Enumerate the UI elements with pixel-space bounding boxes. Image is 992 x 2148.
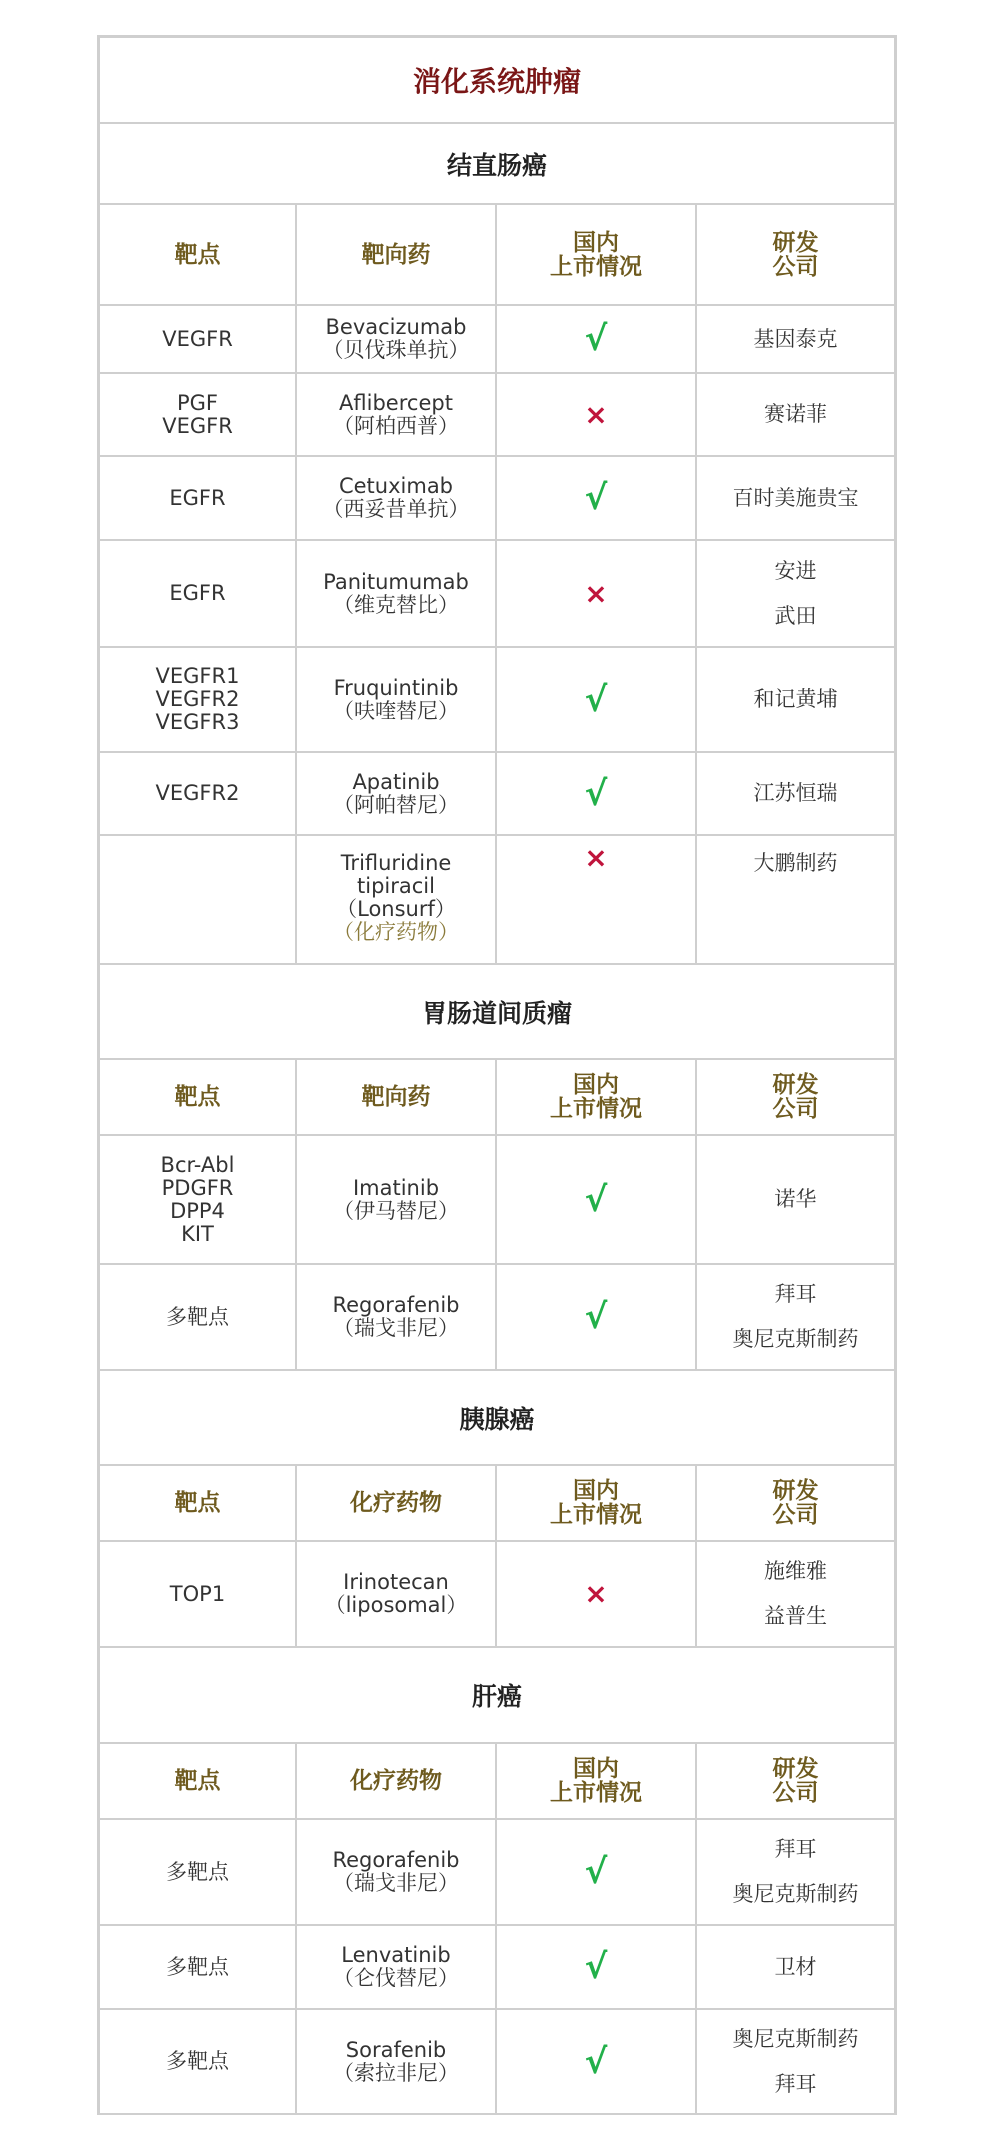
drug-cell [297, 836, 497, 965]
drug-name: Panitumumab [323, 569, 469, 594]
target-cell [97, 1926, 297, 2010]
company-cell [697, 1265, 897, 1371]
drug-name: （瑞戈非尼） [333, 1871, 459, 1895]
drug-name: Regorafenib [332, 1848, 460, 1872]
target-cell [97, 753, 297, 836]
target-text: VEGFR [162, 413, 233, 438]
header-cell [497, 205, 697, 306]
section-title: 结直肠癌 [446, 150, 547, 180]
header-cell [697, 205, 897, 306]
check-icon: √ [584, 2041, 608, 2082]
header-label: 化疗药物 [350, 1768, 442, 1794]
company-cell [697, 836, 897, 965]
target-text: 多靶点 [166, 1954, 229, 1979]
company-cell [697, 1542, 897, 1648]
check-icon: √ [584, 1947, 608, 1987]
header-label: 公司 [772, 1502, 819, 1528]
header-cell [697, 1744, 897, 1820]
header-cell [297, 205, 497, 306]
company-name: 江苏恒瑞 [753, 781, 838, 805]
header-cell [297, 1744, 497, 1820]
table-header-row [97, 1060, 897, 1136]
drug-name: Irinotecan [343, 1570, 449, 1594]
header-label: 研发 [772, 229, 819, 256]
target-text: EGFR [169, 581, 226, 605]
drug-cell [297, 2010, 497, 2115]
company-name: 卫材 [774, 1954, 817, 1979]
header-label: 上市情况 [550, 253, 642, 280]
company-name: 奥尼克斯制药 [732, 1882, 859, 1906]
table-title-row [97, 35, 897, 124]
target-cell [97, 374, 297, 457]
drug-cell [297, 457, 497, 541]
drug-name: Fruquintinib [333, 675, 459, 700]
header-cell [497, 1060, 697, 1136]
drug-cell [297, 1542, 497, 1648]
target-cell [97, 1820, 297, 1926]
drug-name: Aflibercept [339, 390, 453, 415]
status-cell [497, 1265, 697, 1371]
drug-cell [297, 1926, 497, 2010]
status-cell [497, 306, 697, 374]
section-title: 胰腺癌 [459, 1404, 535, 1434]
drug-name: （呋喹替尼） [333, 698, 459, 723]
company-name: 安进 [774, 558, 817, 583]
table-header-row [97, 1744, 897, 1820]
section-title-row [97, 124, 897, 205]
company-name: 和记黄埔 [753, 687, 838, 711]
drug-cell [297, 1136, 497, 1265]
drug-cell [297, 753, 497, 836]
status-cell [497, 753, 697, 836]
company-cell [697, 753, 897, 836]
drug-name: （liposomal） [324, 1593, 468, 1617]
check-icon: √ [584, 1852, 608, 1892]
header-cell [697, 1060, 897, 1136]
company-name: 奥尼克斯制药 [732, 2026, 859, 2051]
company-name: 百时美施贵宝 [732, 485, 859, 510]
header-label: 国内 [573, 1756, 619, 1782]
header-label: 公司 [772, 1780, 819, 1806]
drug-name: （Lonsurf） [336, 897, 456, 921]
header-label: 上市情况 [550, 1502, 642, 1528]
table-row [97, 541, 897, 648]
status-cell [497, 374, 697, 457]
company-cell [697, 648, 897, 753]
drug-name: Apatinib [352, 769, 440, 794]
header-label: 上市情况 [550, 1096, 642, 1122]
drug-name: Cetuximab [338, 474, 454, 498]
status-cell [497, 1926, 697, 2010]
company-name: 大鹏制药 [753, 851, 838, 875]
header-cell [297, 1466, 497, 1542]
header-cell [97, 1466, 297, 1542]
status-cell [497, 457, 697, 541]
target-text: EGFR [169, 485, 226, 510]
target-text: PGF [176, 390, 218, 415]
table-row [97, 836, 897, 965]
drug-cell [297, 374, 497, 457]
status-cell [497, 1542, 697, 1648]
drug-name: Lenvatinib [341, 1943, 451, 1967]
header-cell [497, 1466, 697, 1542]
drug-name: Regorafenib [332, 1293, 460, 1317]
drug-name: Sorafenib [345, 2037, 447, 2062]
target-text: PDGFR [161, 1175, 234, 1200]
table-row [97, 2010, 897, 2115]
company-cell [697, 374, 897, 457]
check-icon: √ [584, 319, 608, 359]
target-cell [97, 648, 297, 753]
drug-name: Imatinib [352, 1175, 440, 1200]
company-cell [697, 306, 897, 374]
company-cell [697, 1820, 897, 1926]
header-label: 靶点 [174, 1768, 221, 1794]
header-label: 靶点 [174, 241, 221, 268]
header-label: 靶向药 [361, 241, 431, 268]
target-text: VEGFR [162, 326, 233, 351]
target-text: VEGFR2 [155, 781, 240, 805]
company-cell [697, 541, 897, 648]
section-title-row [97, 965, 897, 1060]
header-cell [97, 1060, 297, 1136]
check-icon: √ [584, 1179, 608, 1220]
target-cell [97, 2010, 297, 2115]
company-name: 益普生 [764, 1604, 827, 1628]
table-row [97, 1542, 897, 1648]
drug-cell [297, 541, 497, 648]
check-icon: √ [584, 478, 608, 518]
status-cell [497, 1820, 697, 1926]
table-row [97, 648, 897, 753]
target-text: 多靶点 [166, 2049, 229, 2073]
company-name: 武田 [774, 603, 817, 628]
drug-name: （索拉非尼） [333, 2060, 459, 2085]
drug-name: Trifluridine [340, 851, 452, 875]
table-row [97, 753, 897, 836]
company-name: 拜耳 [774, 2071, 817, 2096]
target-cell [97, 1542, 297, 1648]
status-cell [497, 648, 697, 753]
header-label: 靶点 [174, 1490, 221, 1516]
target-text: VEGFR1 [155, 664, 240, 688]
table-row [97, 1265, 897, 1371]
drug-name: （瑞戈非尼） [333, 1316, 459, 1340]
header-label: 化疗药物 [350, 1490, 442, 1516]
check-icon: √ [584, 773, 608, 814]
drug-name: （阿柏西普） [333, 413, 459, 438]
cross-icon: × [584, 397, 608, 431]
table-row [97, 374, 897, 457]
section-title-row [97, 1371, 897, 1466]
section-title: 肝癌 [471, 1682, 522, 1711]
table-row [97, 1926, 897, 2010]
drug-cell [297, 306, 497, 374]
cross-icon: × [584, 841, 608, 874]
header-label: 研发 [772, 1756, 819, 1782]
header-label: 研发 [772, 1072, 819, 1098]
header-label: 靶点 [174, 1084, 221, 1110]
target-text: VEGFR3 [155, 710, 240, 734]
header-cell [97, 1744, 297, 1820]
drug-name: （仑伐替尼） [333, 1966, 459, 1990]
cross-icon: × [584, 576, 608, 610]
drug-name: （贝伐珠单抗） [322, 338, 470, 362]
header-label: 国内 [573, 1072, 619, 1098]
drug-cell [297, 1820, 497, 1926]
table-row [97, 1136, 897, 1265]
header-label: 上市情况 [550, 1780, 642, 1806]
check-icon: √ [584, 679, 608, 720]
table-row [97, 1820, 897, 1926]
drug-name: （西妥昔单抗） [322, 497, 470, 521]
header-label: 研发 [772, 1478, 819, 1504]
header-label: 公司 [772, 253, 819, 280]
table-row [97, 457, 897, 541]
target-cell [97, 457, 297, 541]
header-cell [97, 205, 297, 306]
company-name: 施维雅 [764, 1559, 827, 1583]
target-text: KIT [181, 1221, 214, 1246]
company-name: 拜耳 [774, 1837, 817, 1861]
drug-cell [297, 1265, 497, 1371]
company-name: 拜耳 [774, 1282, 817, 1306]
table-header-row [97, 1466, 897, 1542]
company-cell [697, 1136, 897, 1265]
header-label: 国内 [573, 1478, 619, 1504]
section-title: 胃肠道间质瘤 [421, 998, 572, 1028]
company-name: 诺华 [774, 1187, 817, 1211]
header-label: 公司 [772, 1096, 819, 1122]
drug-name: Bevacizumab [325, 315, 467, 339]
drug-name: （维克替比） [333, 592, 459, 617]
drug-name: （阿帕替尼） [333, 792, 459, 817]
target-text: VEGFR2 [155, 687, 240, 711]
company-name: 奥尼克斯制药 [732, 1327, 859, 1351]
target-cell [97, 1265, 297, 1371]
target-text: TOP1 [169, 1581, 226, 1606]
company-cell [697, 1926, 897, 2010]
status-cell [497, 1136, 697, 1265]
check-icon: √ [584, 1297, 608, 1337]
target-text: DPP4 [170, 1198, 225, 1223]
status-cell [497, 541, 697, 648]
header-label: 国内 [573, 229, 619, 256]
target-text: 多靶点 [166, 1304, 229, 1329]
target-text: 多靶点 [166, 1859, 229, 1884]
company-cell [697, 2010, 897, 2115]
company-name: 基因泰克 [753, 326, 838, 351]
target-text: Bcr-Abl [160, 1152, 235, 1177]
cross-icon: × [584, 1577, 608, 1610]
drug-name: （伊马替尼） [333, 1198, 459, 1223]
target-cell [97, 541, 297, 648]
header-cell [297, 1060, 497, 1136]
header-cell [697, 1466, 897, 1542]
drug-note: （化疗药物） [333, 920, 459, 944]
table-row [97, 306, 897, 374]
status-cell [497, 836, 697, 965]
target-cell [97, 1136, 297, 1265]
status-cell [497, 2010, 697, 2115]
drug-name: tipiracil [357, 874, 435, 898]
header-label: 靶向药 [361, 1084, 431, 1110]
company-cell [697, 457, 897, 541]
table-header-row [97, 205, 897, 306]
drug-cell [297, 648, 497, 753]
section-title-row [97, 1648, 897, 1744]
company-name: 赛诺菲 [764, 402, 827, 426]
page-title: 消化系统肿瘤 [412, 65, 581, 98]
target-cell [97, 306, 297, 374]
header-cell [497, 1744, 697, 1820]
target-cell [97, 836, 297, 965]
